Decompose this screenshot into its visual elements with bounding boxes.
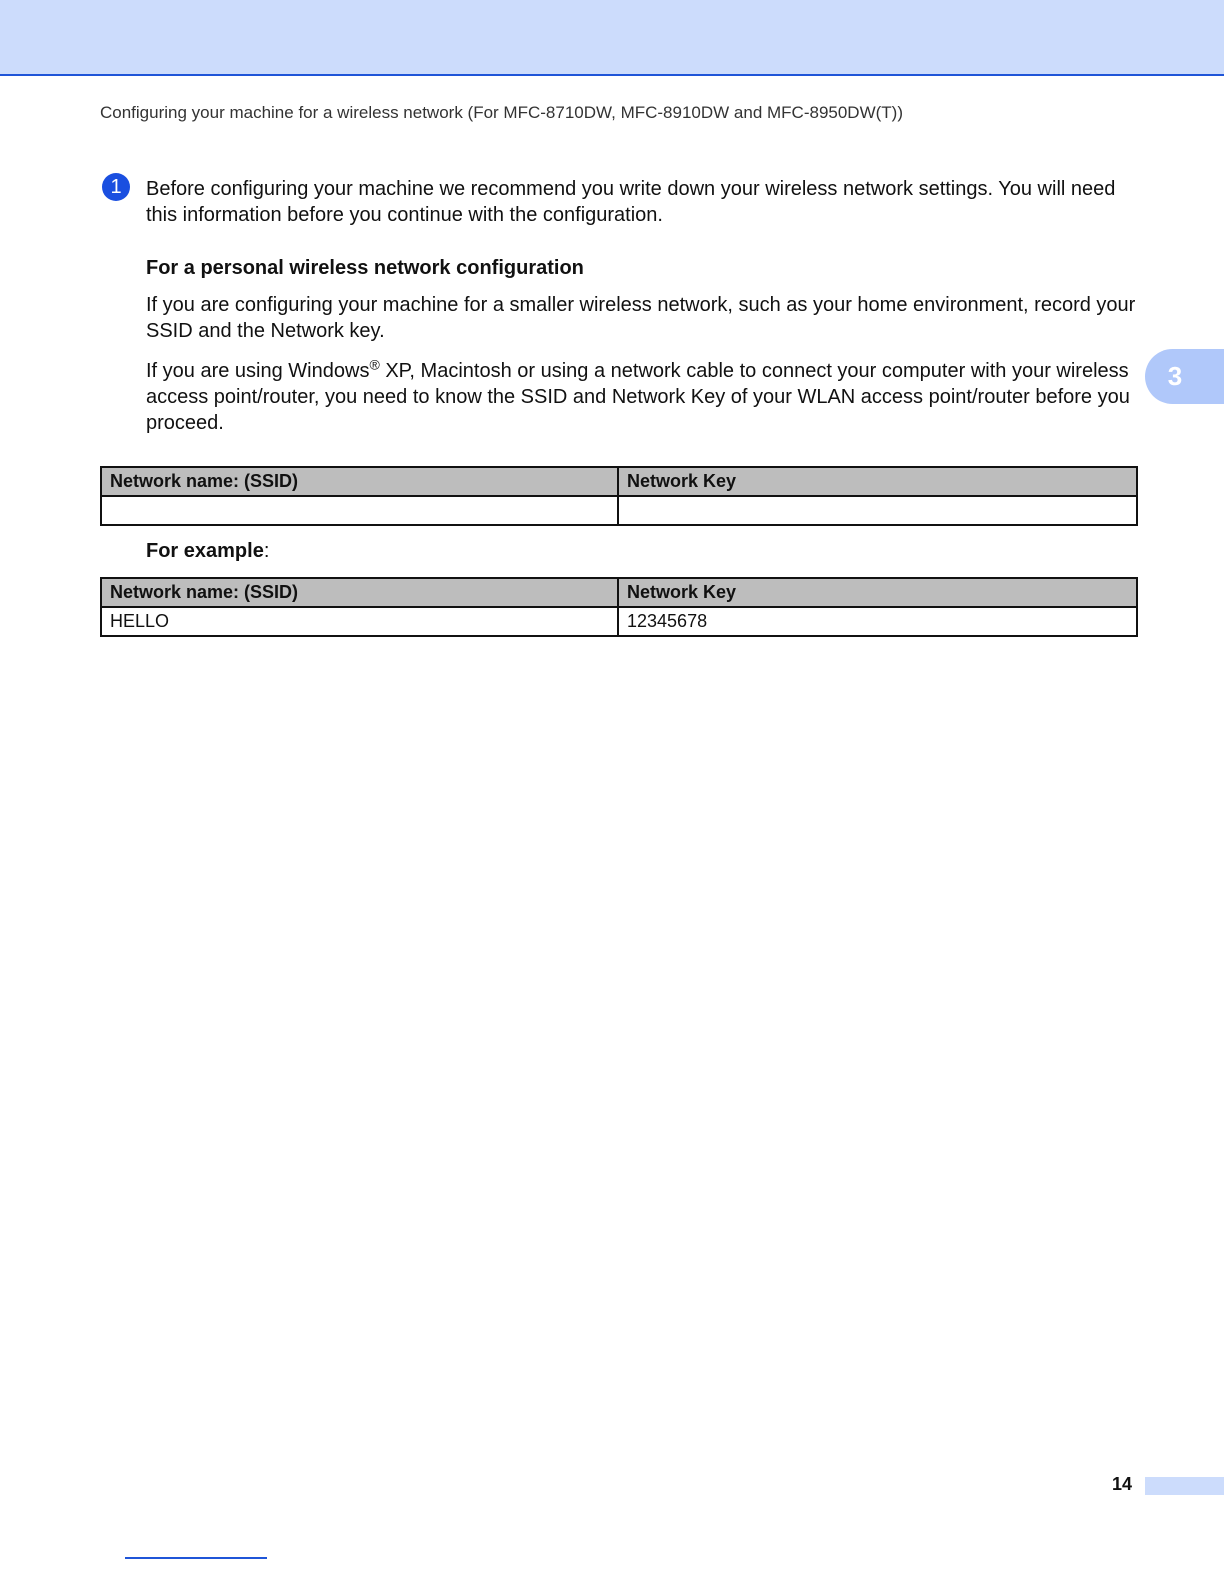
footer-rule <box>125 1557 267 1559</box>
personal-network-paragraph: If you are configuring your machine for a smaller wireless network, such as your home environment, record your SSID and the Network key. <box>146 294 1136 342</box>
example-network-key-column-header: Network Key <box>618 578 1137 607</box>
example-ssid-column-header: Network name: (SSID) <box>101 578 618 607</box>
table-header-row <box>101 467 1137 496</box>
table-row <box>101 496 1137 525</box>
ssid-blank-cell <box>101 496 618 525</box>
header-band <box>0 0 1224 76</box>
step-number-badge: 1 <box>102 173 130 201</box>
chapter-tab <box>1145 349 1224 404</box>
page-number-bar <box>1145 1477 1224 1495</box>
example-settings-table <box>100 577 1138 637</box>
network-key-column-header: Network Key <box>618 467 1137 496</box>
example-label <box>146 540 269 563</box>
table-header-row <box>101 578 1137 607</box>
table-row <box>101 607 1137 636</box>
chapter-number: 3 <box>1167 361 1183 391</box>
example-colon: : <box>263 540 270 562</box>
blank-settings-table <box>100 466 1138 526</box>
running-header: Configuring your machine for a wireless network (For MFC-8710DW, MFC-8910DW and MFC-8950DW(T)) <box>100 103 903 122</box>
para2-start: If you are using Windows <box>146 360 370 382</box>
windows-mac-paragraph <box>146 358 1136 436</box>
page-number: 14 <box>1112 1474 1133 1494</box>
para2-rest: XP, Macintosh or using a network cable to connect your computer with your wireless access point/router, you need to know the SSID and Network Key of your WLAN access point/router before you proceed. <box>146 360 1130 434</box>
ssid-column-header: Network name: (SSID) <box>101 467 618 496</box>
step-intro-text: Before configuring your machine we recommend you write down your wireless network settings. You will need this information before you continue with the configuration. <box>146 178 1116 226</box>
section-heading: For a personal wireless network configuration <box>146 257 584 279</box>
example-ssid-value: HELLO <box>101 607 618 636</box>
example-network-key-value: 12345678 <box>618 607 1137 636</box>
network-key-blank-cell <box>618 496 1137 525</box>
registered-mark: ® <box>369 356 380 373</box>
example-label-text: For example <box>146 540 264 562</box>
